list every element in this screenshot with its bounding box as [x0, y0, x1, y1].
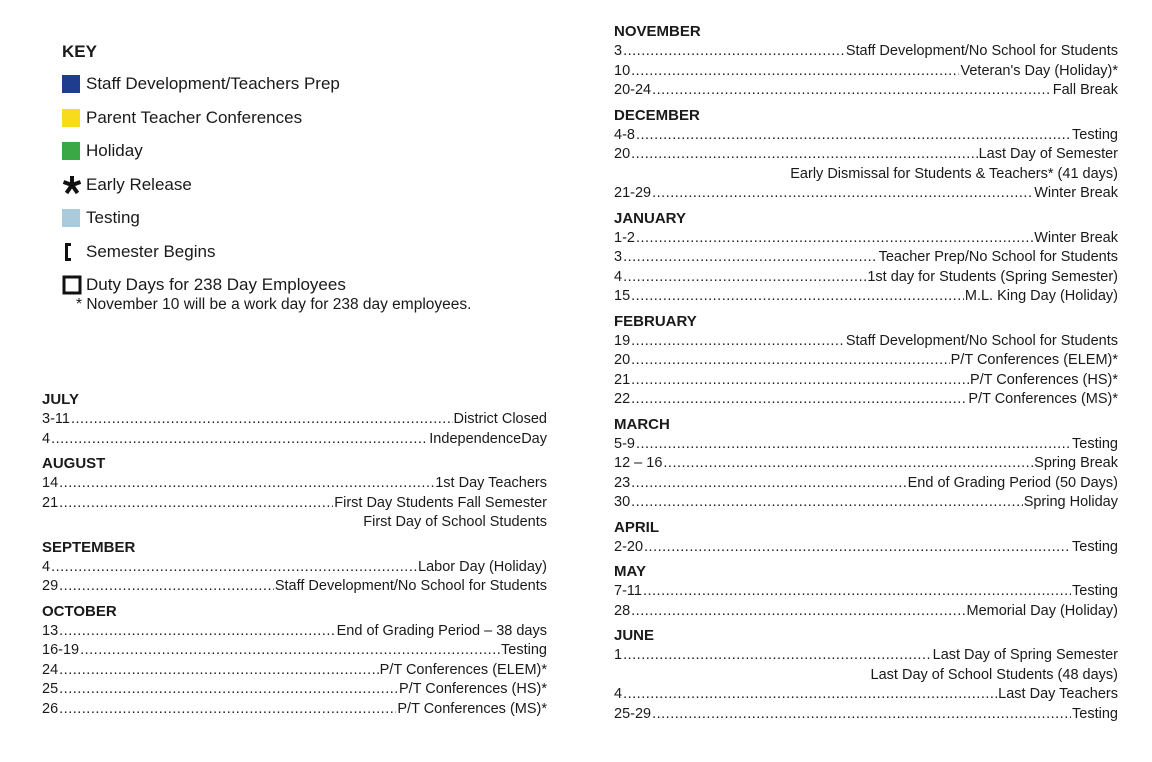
month-july [42, 391, 547, 449]
row-event: P/T Conferences (MS)* [968, 391, 1118, 407]
dot-leader [631, 332, 845, 352]
calendar-row [614, 371, 1118, 391]
row-date: 23 [614, 474, 631, 491]
conferences-swatch [62, 109, 80, 127]
month-november [614, 23, 1118, 101]
row-event: Testing [1072, 705, 1118, 722]
calendar-right-column [614, 23, 1118, 730]
row-event: End of Grading Period (50 Days) [907, 474, 1118, 491]
row-event: Testing [1072, 538, 1118, 555]
dot-leader [652, 705, 1071, 725]
row-date: 4 [42, 558, 51, 575]
row-event: IndependenceDay [429, 430, 547, 447]
legend-label: Parent Teacher Conferences [86, 107, 303, 127]
row-date: 28 [614, 602, 631, 619]
month-title: NOVEMBER [614, 23, 701, 40]
month-title: MARCH [614, 415, 670, 433]
row-date: 3 [614, 43, 623, 59]
row-event: Teacher Prep/No School for Students [878, 249, 1118, 265]
row-date: 4 [614, 686, 623, 702]
month-title: DECEMBER [614, 106, 700, 124]
month-title: JULY [42, 391, 79, 408]
row-date: 14 [42, 475, 59, 491]
dot-leader [59, 680, 398, 700]
legend [62, 42, 542, 314]
row-event: Winter Break [1034, 185, 1118, 201]
row-event: First Day of School Students [363, 514, 547, 530]
dot-leader [59, 577, 274, 597]
calendar-row [42, 641, 547, 661]
row-event: Spring Holiday [1023, 494, 1118, 510]
legend-item-duty-days [62, 274, 542, 296]
legend-item-semester-begins [62, 241, 542, 263]
dot-leader [623, 268, 866, 288]
square-outline-icon [62, 275, 86, 295]
calendar-row [614, 42, 1118, 62]
dot-leader [51, 430, 428, 450]
month-october [42, 603, 547, 720]
row-date: 30 [614, 494, 631, 510]
month-january [614, 210, 1118, 307]
row-event: Labor Day (Holiday) [418, 558, 547, 575]
month-title: JANUARY [614, 209, 686, 227]
dot-leader [59, 661, 379, 681]
dot-leader [631, 474, 907, 494]
calendar-row [614, 126, 1118, 146]
row-event: P/T Conferences (ELEM)* [379, 661, 547, 678]
dot-leader [652, 81, 1052, 101]
calendar-row [614, 390, 1118, 410]
calendar-row [42, 494, 547, 514]
dot-leader [636, 126, 1071, 146]
month-title: SEPTEMBER [42, 538, 136, 556]
legend-item-holiday [62, 140, 542, 162]
row-date: 25 [42, 681, 59, 697]
row-date: 20 [614, 352, 631, 368]
calendar-row [614, 602, 1118, 622]
row-event: P/T Conferences (HS)* [969, 371, 1118, 388]
row-event: P/T Conferences (HS)* [398, 681, 547, 697]
calendar-row [614, 646, 1118, 666]
dot-leader [663, 454, 1033, 474]
legend-item-early-release [62, 174, 542, 196]
legend-item-testing [62, 207, 542, 229]
row-date: 4 [614, 268, 623, 285]
month-title: APRIL [614, 518, 659, 536]
row-date: 22 [614, 391, 631, 407]
calendar-row [614, 435, 1118, 455]
legend-item-staff-development [62, 73, 542, 95]
row-date: 21 [42, 494, 59, 511]
dot-leader [652, 184, 1033, 204]
dot-leader [59, 474, 434, 494]
legend-footnote: * November 10 will be a work day for 238 day employees. [76, 295, 472, 313]
asterisk-icon [62, 175, 86, 195]
dot-leader [631, 493, 1023, 513]
dot-leader [51, 558, 417, 578]
staff-development-swatch [62, 75, 80, 93]
calendar-row [42, 410, 547, 430]
calendar-row [42, 474, 547, 494]
calendar-row [614, 81, 1118, 101]
dot-leader [631, 145, 977, 165]
row-date: 3 [614, 249, 623, 265]
dot-leader [59, 700, 396, 720]
row-event: Memorial Day (Holiday) [966, 602, 1118, 619]
row-date: 1 [614, 647, 623, 663]
calendar-row [614, 229, 1118, 249]
month-title: AUGUST [42, 455, 106, 472]
month-title: OCTOBER [42, 602, 117, 620]
row-event: Fall Break [1052, 82, 1118, 98]
month-september [42, 539, 547, 597]
testing-swatch [62, 209, 80, 227]
row-event: Last Day of School Students (48 days) [870, 666, 1118, 683]
row-date: 4 [42, 430, 51, 447]
row-event: Last Day of Spring Semester [932, 647, 1118, 663]
dot-leader [623, 42, 845, 62]
dot-leader [80, 641, 500, 661]
row-event: Winter Break [1034, 229, 1118, 246]
calendar-row [614, 538, 1118, 558]
row-event: Last Day Teachers [998, 686, 1118, 702]
row-event: End of Grading Period – 38 days [336, 622, 547, 639]
calendar-row [614, 248, 1118, 268]
row-date: 26 [42, 700, 59, 717]
row-date: 10 [614, 62, 631, 79]
row-date: 1-2 [614, 229, 635, 246]
bracket-icon [62, 241, 86, 263]
calendar-row [614, 184, 1118, 204]
dot-leader [631, 390, 967, 410]
calendar-row [614, 685, 1118, 705]
dot-leader [636, 229, 1033, 249]
row-date: 21 [614, 371, 631, 388]
row-event: 1st day for Students (Spring Semester) [867, 268, 1118, 285]
row-date: 5-9 [614, 435, 635, 452]
legend-label: Holiday [86, 141, 143, 160]
row-event: Testing [1072, 126, 1118, 143]
dot-leader [631, 287, 964, 307]
holiday-swatch [62, 142, 80, 160]
calendar-left-column [42, 391, 547, 725]
legend-label: Testing [86, 208, 140, 227]
row-event: Testing [1072, 583, 1118, 599]
calendar-row [42, 680, 547, 700]
row-event: P/T Conferences (ELEM)* [950, 352, 1118, 368]
row-date: 2-20 [614, 538, 644, 555]
row-date: 13 [42, 622, 59, 639]
dot-leader [631, 351, 950, 371]
calendar-row [42, 577, 547, 597]
dot-leader [636, 435, 1071, 455]
calendar-row [614, 351, 1118, 371]
row-event: Early Dismissal for Students & Teachers* (41 days) [790, 165, 1118, 182]
row-event: Testing [501, 642, 547, 658]
calendar-row [614, 268, 1118, 288]
row-event: 1st Day Teachers [435, 475, 547, 491]
dot-leader [59, 622, 335, 642]
legend-title: KEY [62, 42, 97, 61]
row-date: 21-29 [614, 185, 652, 201]
month-march [614, 416, 1118, 513]
row-date: 4-8 [614, 126, 635, 143]
calendar-row [42, 513, 547, 533]
calendar-row [42, 622, 547, 642]
row-date: 16-19 [42, 642, 80, 658]
calendar-row [614, 332, 1118, 352]
month-title: MAY [614, 563, 646, 580]
legend-label: Duty Days for 238 Day Employees [86, 275, 346, 294]
calendar-row [614, 145, 1118, 165]
calendar-row [614, 454, 1118, 474]
row-date: 25-29 [614, 705, 652, 722]
row-date: 7-11 [614, 583, 642, 599]
row-date: 29 [42, 578, 59, 594]
row-event: Veteran's Day (Holiday)* [960, 62, 1118, 79]
dot-leader [71, 410, 453, 430]
row-event: District Closed [453, 411, 547, 427]
row-date: 3-11 [42, 411, 70, 427]
calendar-row [42, 661, 547, 681]
legend-item-conferences [62, 107, 542, 129]
row-event: Testing [1072, 435, 1118, 452]
month-august [42, 455, 547, 533]
month-april [614, 519, 1118, 558]
row-event: Staff Development/No School for Students [845, 43, 1118, 59]
month-title: FEBRUARY [614, 312, 697, 330]
calendar-row [614, 493, 1118, 513]
row-date: 12 – 16 [614, 455, 663, 471]
legend-label: Staff Development/Teachers Prep [86, 74, 340, 93]
calendar-row [614, 474, 1118, 494]
month-may [614, 563, 1118, 621]
month-december [614, 107, 1118, 204]
calendar-row [614, 705, 1118, 725]
dot-leader [623, 646, 932, 666]
dot-leader [631, 371, 969, 391]
row-event: First Day Students Fall Semester [334, 494, 547, 511]
dot-leader [623, 248, 878, 268]
calendar-row [42, 558, 547, 578]
calendar-row [614, 165, 1118, 185]
month-title: JUNE [614, 627, 655, 644]
row-event: Spring Break [1034, 455, 1118, 471]
row-date: 20 [614, 146, 631, 162]
row-event: P/T Conferences (MS)* [397, 700, 547, 717]
calendar-row [614, 582, 1118, 602]
legend-label: Semester Begins [86, 241, 216, 261]
dot-leader [623, 685, 997, 705]
dot-leader [643, 582, 1071, 602]
dot-leader [59, 494, 333, 514]
row-event: Staff Development/No School for Students [274, 578, 547, 594]
row-date: 15 [614, 288, 631, 304]
calendar-row [42, 430, 547, 450]
calendar-row [614, 62, 1118, 82]
calendar-row [614, 287, 1118, 307]
dot-leader [631, 62, 959, 82]
month-june [614, 627, 1118, 724]
dot-leader [644, 538, 1071, 558]
legend-label: Early Release [86, 174, 192, 194]
month-february [614, 313, 1118, 410]
dot-leader [631, 602, 965, 622]
calendar-row [614, 666, 1118, 686]
row-event: Last Day of Semester [978, 146, 1118, 162]
row-date: 19 [614, 332, 631, 349]
row-date: 24 [42, 661, 59, 678]
row-event: M.L. King Day (Holiday) [964, 288, 1118, 304]
calendar-row [42, 700, 547, 720]
row-date: 20-24 [614, 82, 652, 98]
row-event: Staff Development/No School for Students [845, 332, 1118, 349]
